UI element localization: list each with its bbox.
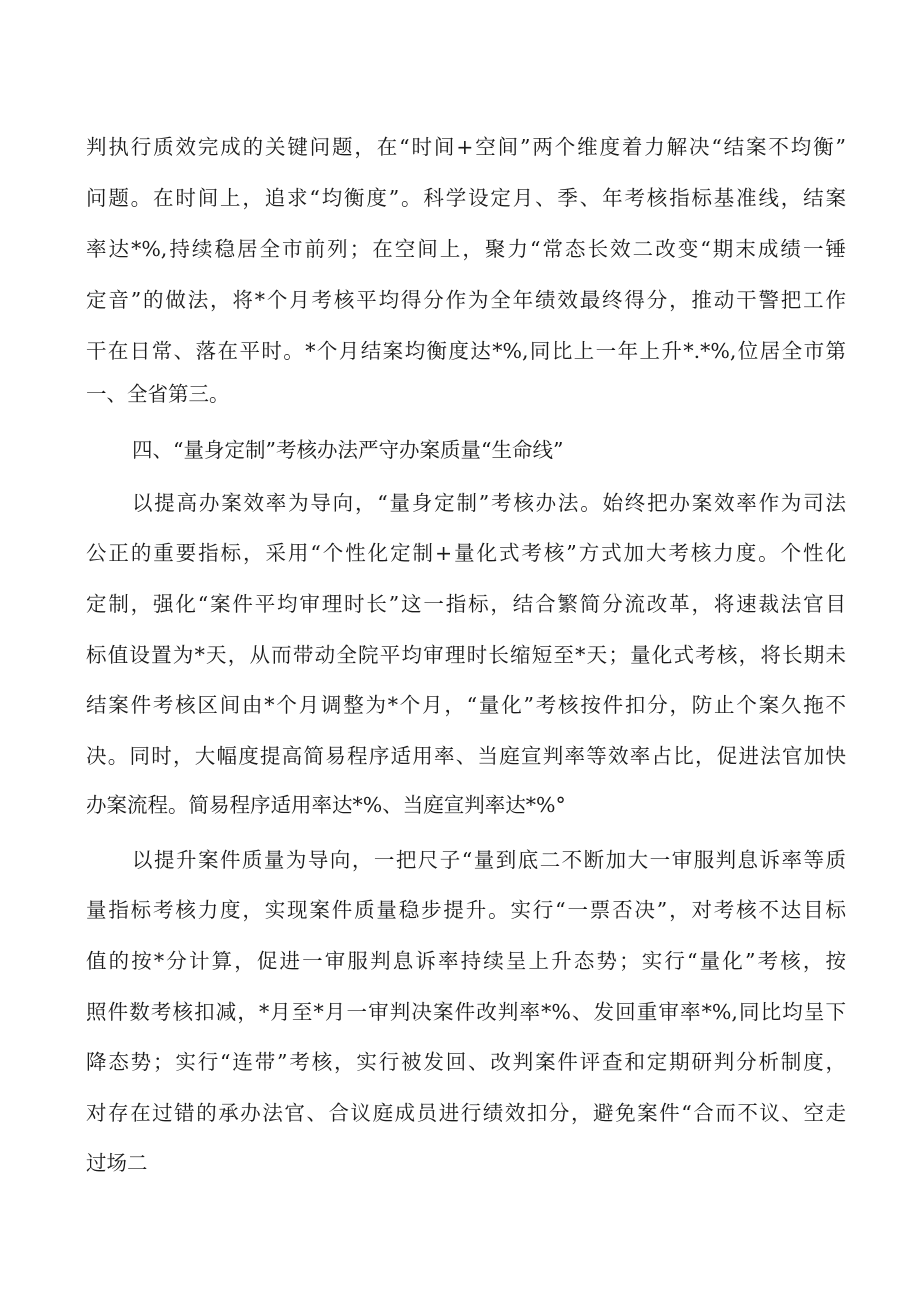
paragraph-2-line-7: 办案流程。简易程序适用率达*%、当庭宣判率达*%°	[86, 793, 566, 817]
paragraph-2-line-3: 定制，强化“案件平均审理时长”这一指标，结合繁简分流改革，将速裁法官目	[86, 592, 846, 616]
paragraph-2-line-5: 结案件考核区间由*个月调整为*个月，“量化”考核按件扣分，防止个案久拖不	[86, 693, 846, 717]
paragraph-2-line-6: 决。同时，大幅度提高简易程序适用率、当庭宣判率等效率占比，促进法官加快	[86, 744, 846, 768]
paragraph-1-line-1: 判执行质效完成的关键问题，在“时间+空间”两个维度着力解决“结案不均衡”	[86, 135, 846, 159]
paragraph-1-line-3: 率达*%,持续稳居全市前列；在空间上，聚力“常态长效二改变“期末成绩一锤	[86, 237, 846, 261]
paragraph-1-line-4: 定音”的做法，将*个月考核平均得分作为全年绩效最终得分，推动干警把工作	[86, 288, 846, 312]
paragraph-3-line-7: 过场二	[86, 1151, 148, 1175]
paragraph-3-line-2: 量指标考核力度，实现案件质量稳步提升。实行“一票否决”，对考核不达目标	[86, 898, 846, 922]
paragraph-3-line-1: 以提升案件质量为导向，一把尺子“量到底二不断加大一审服判息诉率等质	[132, 848, 846, 872]
paragraph-1-line-5: 干在日常、落在平时。*个月结案均衡度达*%,同比上一年上升*.*%,位居全市第	[86, 339, 846, 363]
paragraph-2-line-4: 标值设置为*天，从而带动全院平均审理时长缩短至*天；量化式考核，将长期未	[86, 643, 846, 667]
paragraph-3-line-3: 值的按*分计算，促进一审服判息诉率持续呈上升态势；实行“量化”考核，按	[86, 949, 846, 973]
paragraph-2-line-1: 以提高办案效率为导向，“量身定制”考核办法。始终把办案效率作为司法	[132, 491, 846, 515]
paragraph-3-line-5: 降态势；实行“连带”考核，实行被发回、改判案件评查和定期研判分析制度，	[86, 1050, 846, 1074]
paragraph-1-line-2: 问题。在时间上，追求“均衡度”。科学设定月、季、年考核指标基准线，结案	[86, 186, 846, 210]
paragraph-3-line-4: 照件数考核扣减，*月至*月一审判决案件改判率*%、发回重审率*%,同比均呈下	[86, 1000, 846, 1024]
section-heading-4: 四、“量身定制”考核办法严守办案质量“生命线”	[132, 438, 564, 462]
paragraph-2-line-2: 公正的重要指标，采用“个性化定制+量化式考核”方式加大考核力度。个性化	[86, 541, 846, 565]
paragraph-1-line-6: 一、全省第三。	[86, 382, 230, 406]
paragraph-3-line-6: 对存在过错的承办法官、合议庭成员进行绩效扣分，避免案件“合而不议、空走	[86, 1101, 846, 1125]
